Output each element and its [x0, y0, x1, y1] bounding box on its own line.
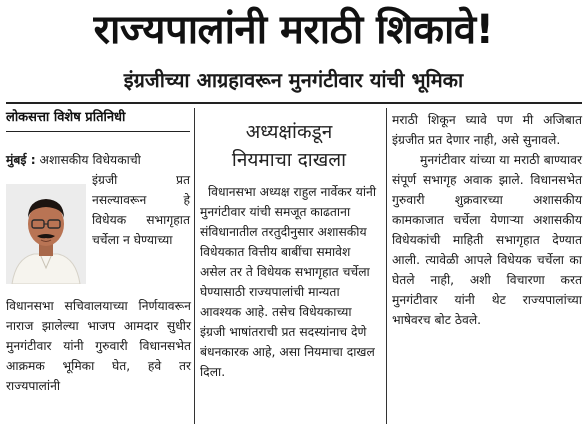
crosshead	[196, 118, 382, 174]
crosshead-line-2: नियमाचा दाखला	[231, 149, 347, 171]
column-divider-right	[386, 108, 387, 424]
column-3-paragraph-2: मुनगंटीवार यांच्या या मराठी बाण्यावर संपूर्ण सभागृह अवाक झाले. विधानसभेत गुरुवारी शुक्रवारच्या अशासकीय कामकाजात चर्चेला येणाऱ्या अशासकीय विधेयकांची माहिती सभागृहात देण्यात आली. त्यावेळी आपले विधेयक चर्चेला का घेतले नाही, अशी विचारणा करत मुनगंटीवार यांनी थेट राज्यपालांच्या भाषेवरच बोट ठेवले.	[392, 153, 582, 327]
column-3-paragraph-1: मराठी शिकून घ्यावे पण मी अजिबात इंग्रजीत प्रत देणार नाही, असे सुनावले.	[392, 113, 582, 147]
byline-divider	[6, 131, 190, 132]
intro-text: अशासकीय विधेयकाची	[39, 153, 141, 167]
column-3-body	[392, 110, 582, 330]
crosshead-line-1: अध्यक्षांकडून	[245, 121, 333, 143]
byline: लोकसत्ता विशेष प्रतिनिधी	[6, 110, 126, 125]
column-1-wrap-text: इंग्रजी प्रत नसल्यावरून हे विधेयक सभागृहात चर्चेला न घेण्याच्या	[92, 173, 190, 247]
column-1-body: विधानसभा सचिवालयाच्या निर्णयावरून नाराज झालेल्या भाजप आमदार सुधीर मुनगंटीवार यांनी गुरुवारी विधानसभेत आक्रमक भूमिका घेत, हवे तर राज्यपालांनी	[6, 299, 191, 393]
subheadline: इंग्रजीच्या आग्रहावरून मुनगंटीवार यांची भूमिका	[123, 68, 464, 92]
headline: राज्यपालांनी मराठी शिकावे!	[93, 7, 494, 53]
column-2-body: विधानसभा अध्यक्ष राहुल नार्वेकर यांनी मुनगंटीवार यांची समजूत काढताना संविधानातील तरतुदीनुसार अशासकीय विधेयकात वित्तीय बाबींचा समावेश असेल तर ते विधेयक सभागृहात चर्चेला घेण्यासाठी राज्यपालांची मान्यता आवश्यक आहे. तसेच विधेयकाच्या इंग्रजी भाषांतराची प्रत सदस्यांनाच देणे बंधनकारक आहे, असा नियमाचा दाखल दिला.	[200, 185, 377, 379]
portrait-photo-icon	[6, 184, 86, 284]
top-divider	[6, 102, 582, 104]
dateline: मुंबई :	[6, 153, 36, 167]
column-divider-left	[194, 108, 195, 424]
column-1-intro	[6, 150, 191, 170]
portrait-illustration	[6, 184, 86, 284]
